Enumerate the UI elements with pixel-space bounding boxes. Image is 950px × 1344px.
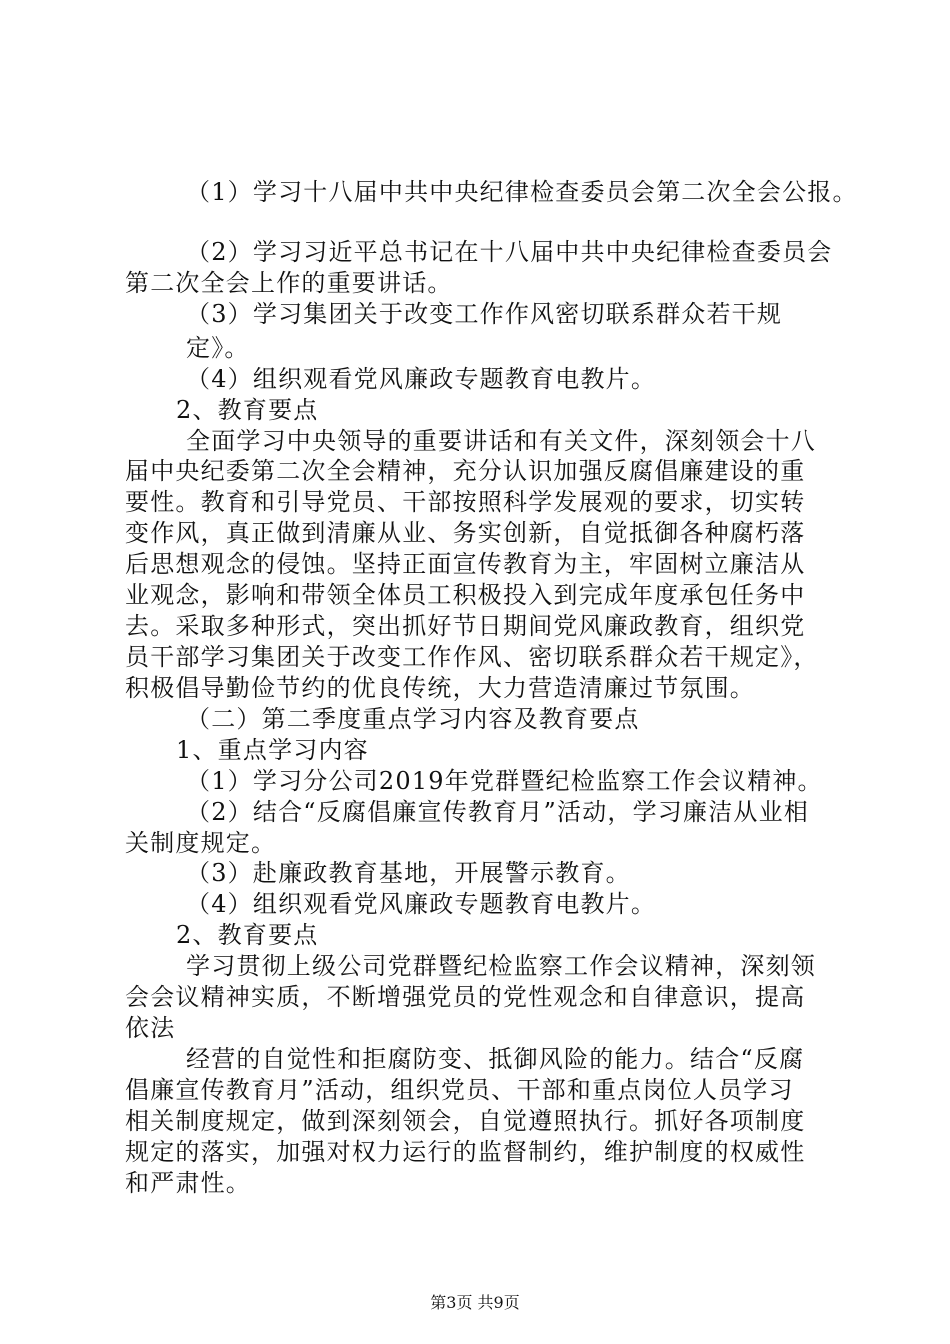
item-1-text: （1）学习十八届中共中央纪律检查委员会第二次全会公报。 [186,178,858,206]
paragraph-line: 和严肃性。 [125,1169,251,1197]
paragraph-line: 会会议精神实质，不断增强党员的党性观念和自律意识，提高 [125,983,806,1011]
paragraph-line: 经营的自觉性和拒腐防变、抵御风险的能力。结合“反腐 [186,1045,805,1073]
item-4-text: （4）组织观看党风廉政专题教育电教片。 [186,365,657,393]
paragraph-line: 规定的落实，加强对权力运行的监督制约，维护制度的权威性 [125,1138,806,1166]
page-footer: 第3页 共9页 [430,1293,520,1312]
paragraph-line: 业观念，影响和带领全体员工积极投入到完成年度承包任务中 [125,581,806,609]
item-3-text-line2: 定》。 [186,334,250,362]
paragraph-line: 去。采取多种形式，突出抓好节日期间党风廉政教育，组织党 [125,612,806,640]
paragraph-line: 积极倡导勤俭节约的优良传统，大力营造清廉过节氛围。 [125,674,755,702]
q2-item-3-text: （3）赴廉政教育基地，开展警示教育。 [186,859,631,887]
item-3-text-line1: （3）学习集团关于改变工作作风密切联系群众若干规 [186,300,783,328]
section-heading-education-points: 2、教育要点 [176,396,319,424]
q2-item-4-text: （4）组织观看党风廉政专题教育电教片。 [186,890,657,918]
q2-item-2-text-line1: （2）结合“反腐倡廉宣传教育月”活动，学习廉洁从业相 [186,798,810,826]
q2-item-1-text: （1）学习分公司2019年党群暨纪检监察工作会议精神。 [186,767,823,795]
section-heading-key-content: 1、重点学习内容 [176,736,369,764]
paragraph-line: 届中央纪委第二次全会精神，充分认识加强反腐倡廉建设的重 [125,457,806,485]
paragraph-line: 全面学习中央领导的重要讲话和有关文件，深刻领会十八 [186,427,816,455]
item-2-text-line1: （2）学习习近平总书记在十八届中共中央纪律检查委员会 [186,238,833,266]
paragraph-line: 依法 [125,1014,176,1042]
paragraph-line: 要性。教育和引导党员、干部按照科学发展观的要求，切实转 [125,488,806,516]
q2-item-2-text-line2: 关制度规定。 [125,829,277,857]
paragraph-line: 变作风，真正做到清廉从业、务实创新，自觉抵御各种腐朽落 [125,519,806,547]
section-heading-education-points: 2、教育要点 [176,921,319,949]
section-heading-q2: （二）第二季度重点学习内容及教育要点 [186,705,640,733]
paragraph-line: 相关制度规定，做到深刻领会，自觉遵照执行。抓好各项制度 [125,1107,806,1135]
paragraph-line: 后思想观念的侵蚀。坚持正面宣传教育为主，牢固树立廉洁从 [125,550,806,578]
paragraph-line: 倡廉宣传教育月”活动，组织党员、干部和重点岗位人员学习 [125,1076,794,1104]
paragraph-line: 学习贯彻上级公司党群暨纪检监察工作会议精神，深刻领 [186,952,816,980]
item-2-text-line2: 第二次全会上作的重要讲话。 [125,269,453,297]
paragraph-line: 员干部学习集团关于改变工作作风、密切联系群众若干规定》， [125,643,819,671]
